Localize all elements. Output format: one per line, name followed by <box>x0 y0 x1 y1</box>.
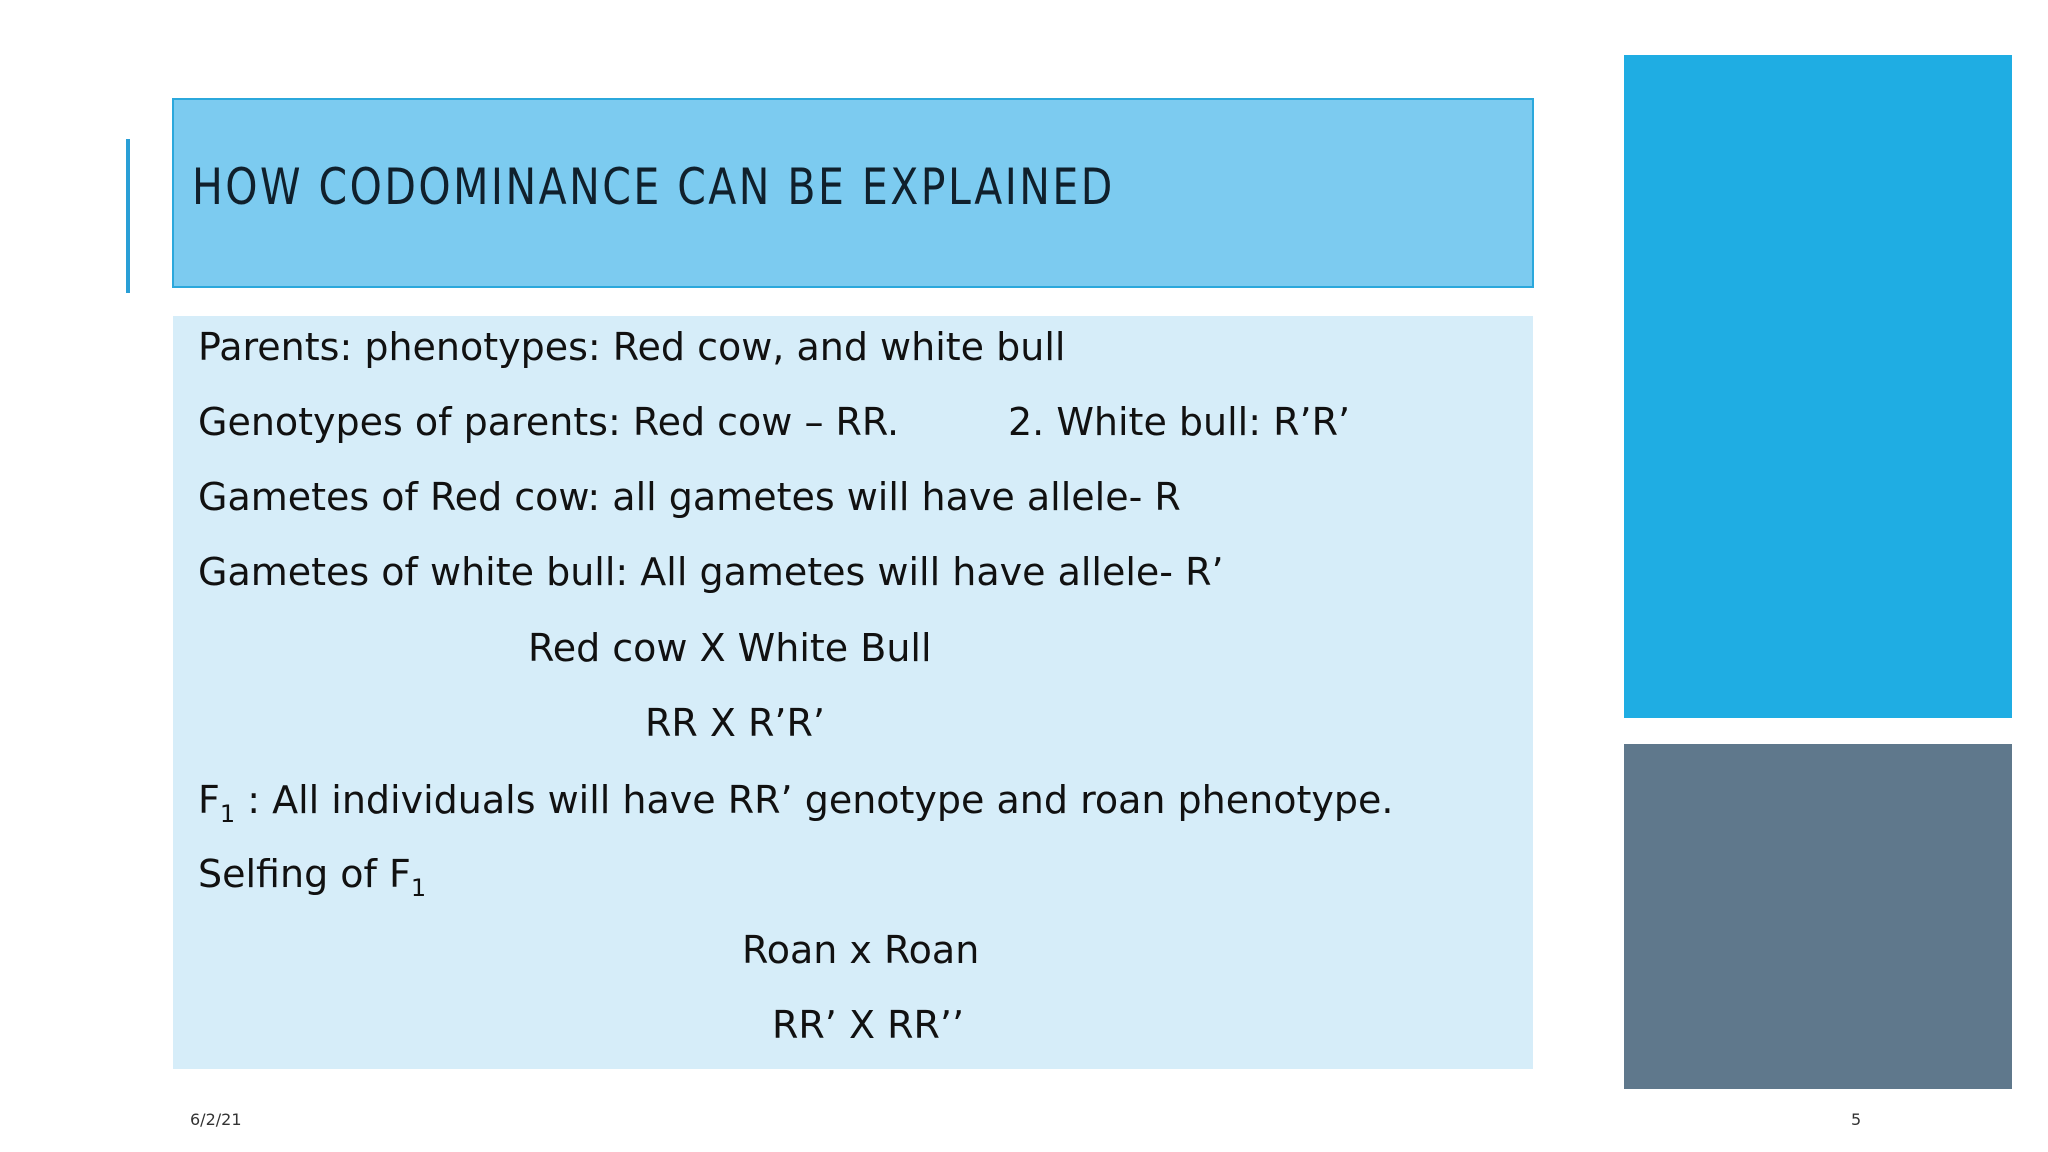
f1-text: : All individuals will have RR’ genotype and roan phenotype. <box>235 778 1394 822</box>
line-genotypes-white: 2. White bull: R’R’ <box>1008 400 1351 444</box>
line-cross-names: Red cow X White Bull <box>528 626 932 670</box>
line-gametes-red: Gametes of Red cow: all gametes will have allele- R <box>198 475 1181 519</box>
decorative-gray-block <box>1624 744 2012 1089</box>
content-box <box>173 316 1533 1069</box>
title-box <box>172 98 1534 288</box>
title-accent-bar <box>126 139 130 293</box>
f1-subscript: 1 <box>219 800 236 828</box>
line-selfing <box>198 852 427 902</box>
line-parents: Parents: phenotypes: Red cow, and white bull <box>198 325 1066 369</box>
line-genotypes-red: Genotypes of parents: Red cow – RR. <box>198 400 900 444</box>
selfing-subscript: 1 <box>410 874 427 902</box>
slide-title: HOW CODOMINANCE CAN BE EXPLAINED <box>192 158 1115 216</box>
line-roan-genotypes: RR’ X RR’’ <box>772 1003 965 1047</box>
footer-page-number: 5 <box>1851 1110 1862 1129</box>
line-cross-genotypes: RR X R’R’ <box>645 701 825 745</box>
footer-date: 6/2/21 <box>190 1110 242 1129</box>
decorative-blue-block <box>1624 55 2012 718</box>
selfing-prefix: Selfing of F <box>198 852 411 896</box>
line-gametes-white: Gametes of white bull: All gametes will have allele- R’ <box>198 550 1224 594</box>
line-f1 <box>198 778 1394 828</box>
f1-prefix: F <box>198 778 220 822</box>
line-roan-cross: Roan x Roan <box>742 928 980 972</box>
